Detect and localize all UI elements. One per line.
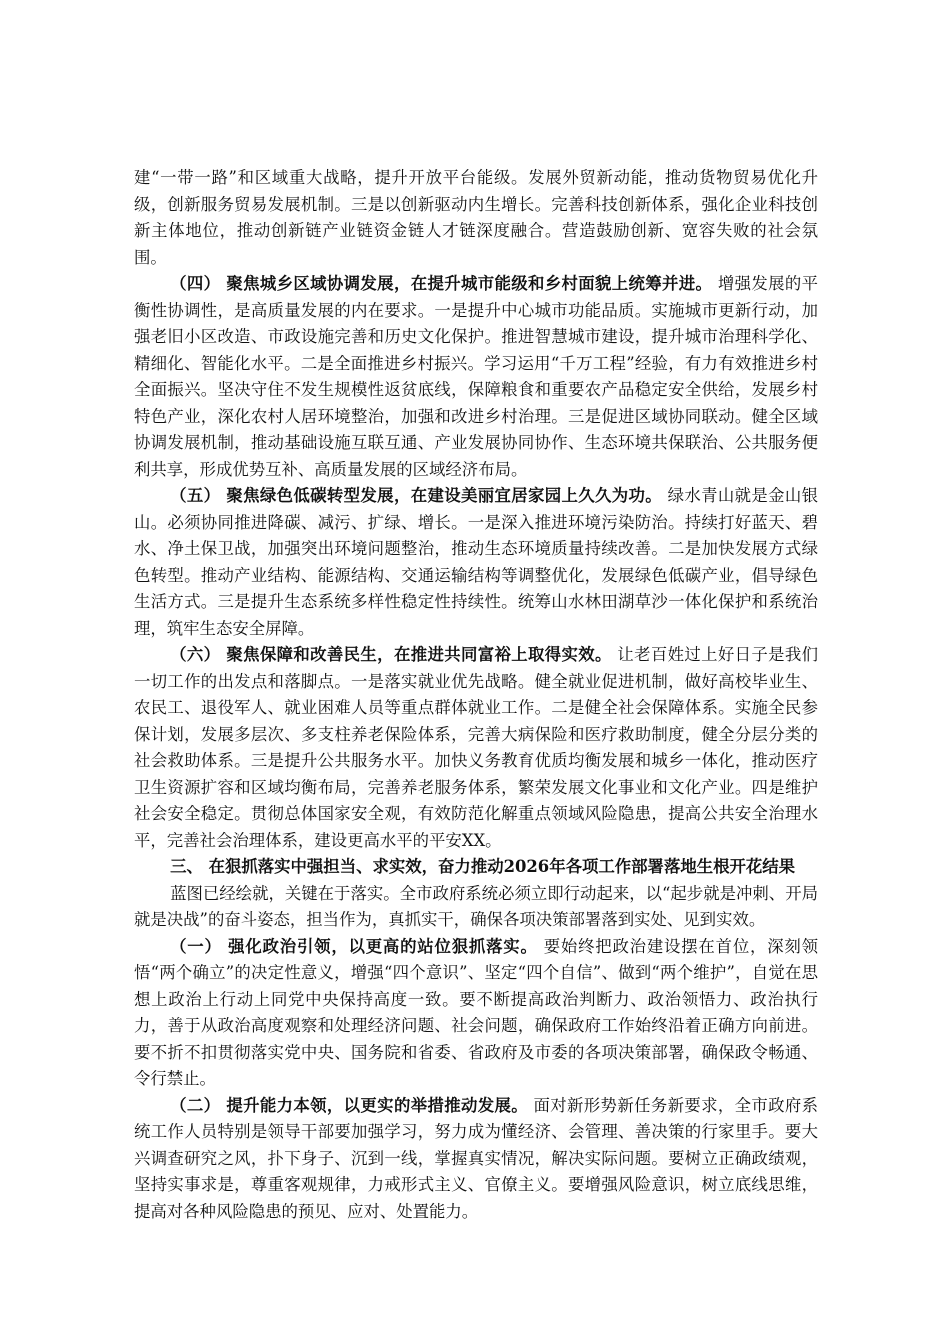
section-heading: （四） 聚焦城乡区域协调发展，在提升城市能级和乡村面貌上统筹并进。 [170, 274, 713, 293]
section-heading: （二） 提升能力本领，以更实的举措推动发展。 [170, 1095, 528, 1115]
paragraph-section-5 [134, 483, 818, 642]
paragraph-subsection-1 [134, 934, 818, 1093]
paragraph-body: 绿水青山就是金山银山。必须协同推进降碳、减污、扩绿、增长。一是深入推进环境污染防治。持续打好蓝天、碧水、净土保卫战，加强突出环境问题整治，推动生态环境质量持续改善。二是加快发展方式绿色转型。推动产业结构、能源结构、交通运输结构等调整优化，发展绿色低碳产业，倡导绿色生活方式。三是提升生态系统多样性稳定性持续性。统筹山水林田湖草沙一体化保护和系统治理，筑牢生态安全屏障。 [134, 486, 818, 638]
paragraph-continuation [134, 165, 818, 271]
paragraph-blueprint [134, 881, 818, 934]
paragraph-body: 面对新形势新任务新要求，全市政府系统工作人员特别是领导干部要加强学习，努力成为懂经济、会管理、善决策的行家里手。要大兴调查研究之风，扑下身子、沉到一线，掌握真实情况，解决实际问题。要树立正确政绩观，坚持实事求是，尊重客观规律，力戒形式主义、官僚主义。要增强风险意识，树立底线思维，提高对各种风险隐患的预见、应对、处置能力。 [134, 1095, 818, 1221]
paragraph-body: 要始终把政治建设摆在首位，深刻领悟“两个确立”的决定性意义，增强“四个意识”、坚定“四个自信”、做到“两个维护”，自觉在思想上政治上行动上同党中央保持高度一致。要不断提高政治判断力、政治领悟力、政治执行力，善于从政治高度观察和处理经济问题、社会问题，确保政府工作始终沿着正确方向前进。要不折不扣贯彻落实党中央、国务院和省委、省政府及市委的各项决策部署，确保政令畅通、令行禁止。 [134, 936, 818, 1088]
section-heading: （六） 聚焦保障和改善民生，在推进共同富裕上取得实效。 [170, 645, 612, 664]
section-heading: （一） 强化政治引领，以更高的站位狠抓落实。 [170, 936, 538, 956]
section-heading: （五） 聚焦绿色低碳转型发展，在建设美丽宜居家园上久久为功。 [170, 486, 662, 505]
chapter-heading: 三、 在狠抓落实中强担当、求实效，奋力推动2026年各项工作部署落地生根开花结果 [170, 857, 796, 876]
paragraph-section-4 [134, 271, 818, 483]
chapter-heading-3 [134, 854, 818, 881]
paragraph-body: 蓝图已经绘就，关键在于落实。全市政府系统必须立即行动起来，以“起步就是冲刺、开局就是决战”的奋斗姿态，担当作为，真抓实干，确保各项决策部署落到实处、见到实效。 [134, 883, 818, 929]
paragraph-section-6 [134, 642, 818, 854]
document-page [134, 165, 818, 1225]
paragraph-body: 增强发展的平衡性协调性，是高质量发展的内在要求。一是提升中心城市功能品质。实施城市更新行动，加强老旧小区改造、市政设施完善和历史文化保护。推进智慧城市建设，提升城市治理科学化、精细化、智能化水平。二是全面推进乡村振兴。学习运用“千万工程”经验，有力有效推进乡村全面振兴。坚决守住不发生规模性返贫底线，保障粮食和重要农产品稳定安全供给，发展乡村特色产业，深化农村人居环境整治，加强和改进乡村治理。三是促进区域协同联动。健全区域协调发展机制，推动基础设施互联互通、产业发展协同协作、生态环境共保联治、公共服务便利共享，形成优势互补、高质量发展的区域经济布局。 [134, 274, 818, 479]
paragraph-body: 让老百姓过上好日子是我们一切工作的出发点和落脚点。一是落实就业优先战略。健全就业促进机制，做好高校毕业生、农民工、退役军人、就业困难人员等重点群体就业工作。二是健全社会保障体系。实施全民参保计划，发展多层次、多支柱养老保险体系，完善大病保险和医疗救助制度，健全分层分类的社会救助体系。三是提升公共服务水平。加快义务教育优质均衡发展和城乡一体化，推动医疗卫生资源扩容和区域均衡布局，完善养老服务体系，繁荣发展文化事业和文化产业。四是维护社会安全稳定。贯彻总体国家安全观，有效防范化解重点领域风险隐患，提高公共安全治理水平，完善社会治理体系，建设更高水平的平安XX。 [134, 645, 818, 850]
paragraph-body: 建“一带一路”和区域重大战略，提升开放平台能级。发展外贸新动能，推动货物贸易优化升级，创新服务贸易发展机制。三是以创新驱动内生增长。完善科技创新体系，强化企业科技创新主体地位，推动创新链产业链资金链人才链深度融合。营造鼓励创新、宽容失败的社会氛围。 [134, 168, 818, 267]
paragraph-subsection-2 [134, 1093, 818, 1226]
